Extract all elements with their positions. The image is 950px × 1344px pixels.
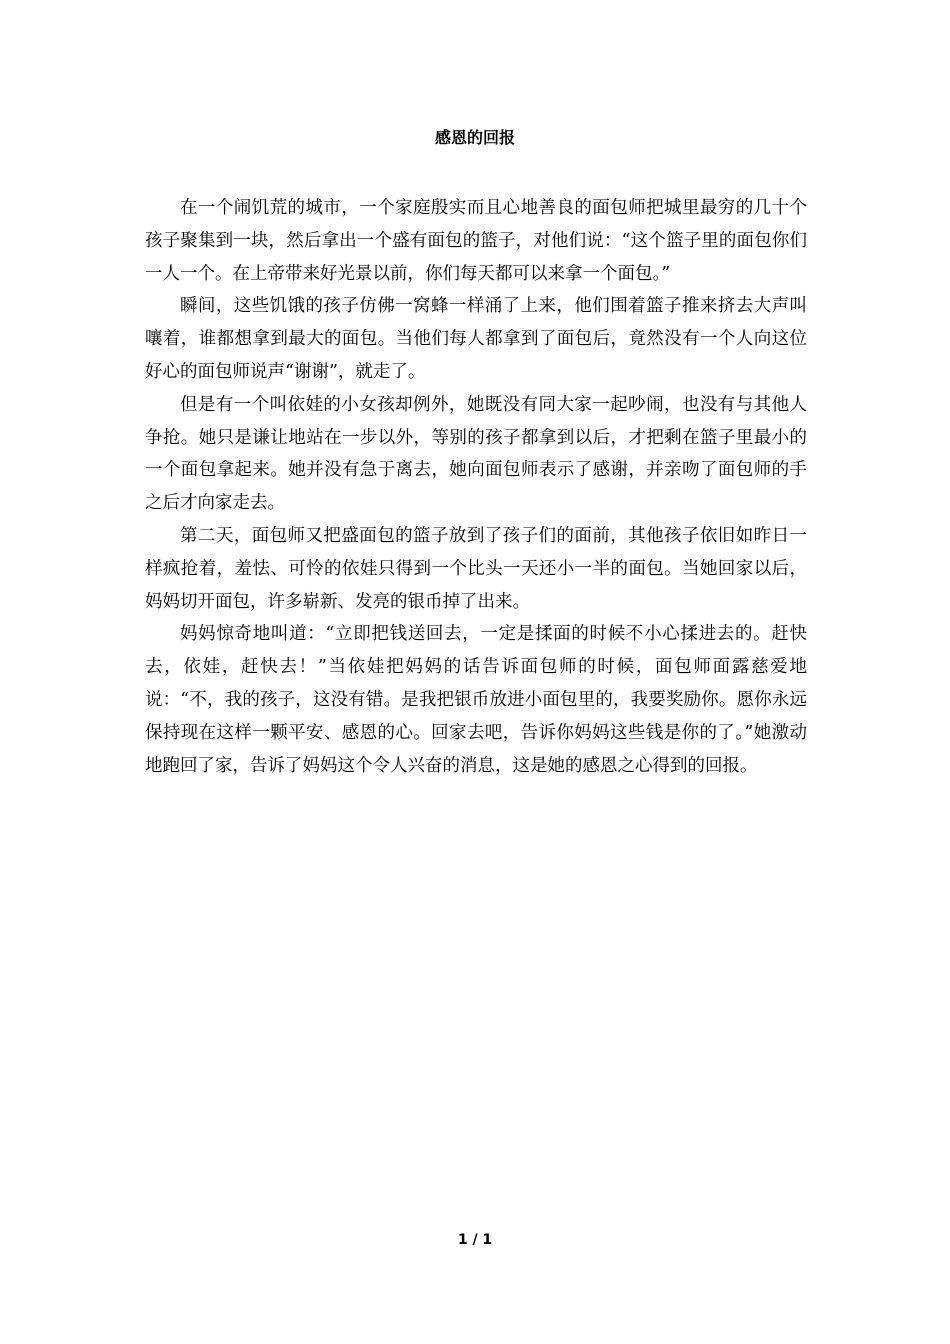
paragraph: 在一个闹饥荒的城市，一个家庭殷实而且心地善良的面包师把城里最穷的几十个孩子聚集到一块，然后拿出一个盛有面包的篮子，对他们说：“这个篮子里的面包你们一人一个。在上帝带来好光景以前，你们每天都可以来拿一个面包。” — [145, 198, 807, 284]
paragraph: 瞬间，这些饥饿的孩子仿佛一窝蜂一样涌了上来，他们围着篮子推来挤去大声叫嚷着，谁都想拿到最大的面包。当他们每人都拿到了面包后，竟然没有一个人向这位好心的面包师说声“谢谢”，就走了。 — [145, 296, 807, 382]
page-number: 1 / 1 — [457, 1232, 493, 1248]
document-title: 感恩的回报 — [434, 128, 515, 147]
paragraph: 第二天，面包师又把盛面包的篮子放到了孩子们的面前，其他孩子依旧如昨日一样疯抢着，羞怯、可怜的依娃只得到一个比头一天还小一半的面包。当她回家以后，妈妈切开面包，许多崭新、发亮的银币掉了出来。 — [145, 525, 807, 612]
paragraph: 但是有一个叫依娃的小女孩却例外，她既没有同大家一起吵闹，也没有与其他人争抢。她只是谦让地站在一步以外，等别的孩子都拿到以后，才把剩在篮子里最小的一个面包拿起来。她并没有急于离去，她向面包师表示了感谢，并亲吻了面包师的手之后才向家走去。 — [145, 394, 807, 514]
paragraph: 妈妈惊奇地叫道：“立即把钱送回去，一定是揉面的时候不小心揉进去的。赶快去，依娃，赶快去！”当依娃把妈妈的话告诉面包师的时候，面包师面露慈爱地说：“不，我的孩子，这没有错。是我把银币放进小面包里的，我要奖励你。愿你永远保持现在这样一颗平安、感恩的心。回家去吧，告诉你妈妈这些钱是你的了。”她激动地跑回了家，告诉了妈妈这个令人兴奋的消息，这是她的感恩之心得到的回报。 — [145, 624, 807, 776]
document-body — [145, 192, 807, 782]
